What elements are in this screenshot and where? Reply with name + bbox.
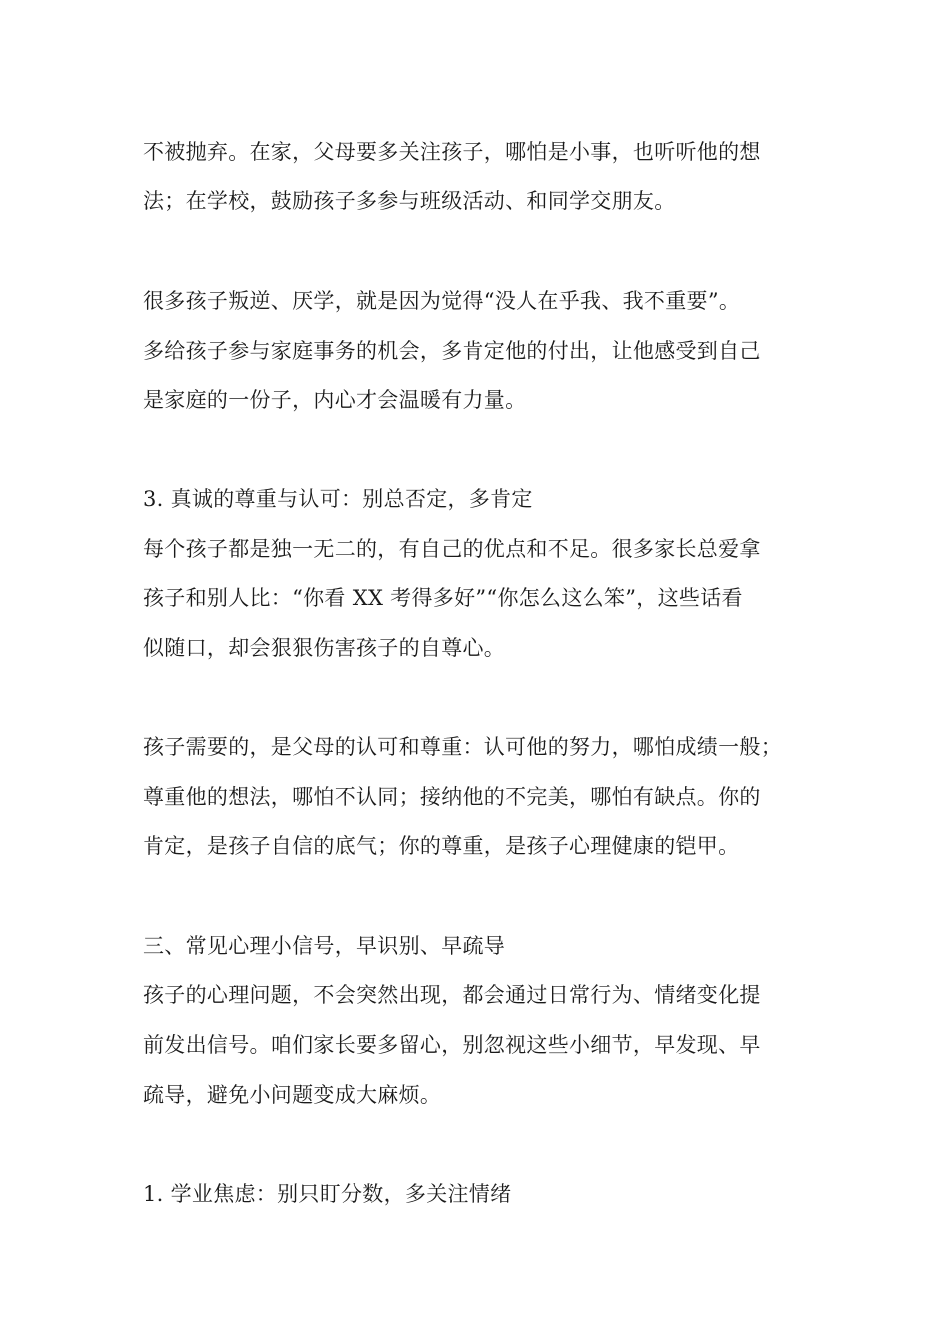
- paragraph-line: 肯定，是孩子自信的底气；你的尊重，是孩子心理健康的铠甲。: [143, 834, 740, 858]
- paragraph-line: 法；在学校，鼓励孩子多参与班级活动、和同学交朋友。: [143, 189, 676, 213]
- paragraph-line: 前发出信号。咱们家长要多留心，别忽视这些小细节，早发现、早: [143, 1033, 761, 1057]
- section-heading: 3. 真诚的尊重与认可：别总否定，多肯定: [143, 487, 533, 511]
- section-heading: 三、常见心理小信号，早识别、早疏导: [143, 934, 506, 958]
- paragraph-line: 尊重他的想法，哪怕不认同；接纳他的不完美，哪怕有缺点。你的: [143, 785, 761, 809]
- paragraph-line: 孩子和别人比：“你看 XX 考得多好”“你怎么这么笨”，这些话看: [143, 586, 743, 610]
- section-heading: 1. 学业焦虑：别只盯分数，多关注情绪: [143, 1182, 512, 1206]
- paragraph-line: 似随口，却会狠狠伤害孩子的自尊心。: [143, 636, 506, 660]
- paragraph-line: 孩子需要的，是父母的认可和尊重：认可他的努力，哪怕成绩一般；: [143, 735, 782, 759]
- paragraph-line: 孩子的心理问题，不会突然出现，都会通过日常行为、情绪变化提: [143, 983, 761, 1007]
- paragraph-line: 每个孩子都是独一无二的，有自己的优点和不足。很多家长总爱拿: [143, 537, 761, 561]
- paragraph-line: 多给孩子参与家庭事务的机会，多肯定他的付出，让他感受到自己: [143, 339, 761, 363]
- paragraph-line: 很多孩子叛逆、厌学，就是因为觉得“没人在乎我、我不重要”。: [143, 289, 741, 313]
- paragraph-line: 疏导，避免小问题变成大麻烦。: [143, 1083, 442, 1107]
- paragraph-line: 不被抛弃。在家，父母要多关注孩子，哪怕是小事，也听听他的想: [143, 140, 761, 164]
- paragraph-line: 是家庭的一份子，内心才会温暖有力量。: [143, 388, 527, 412]
